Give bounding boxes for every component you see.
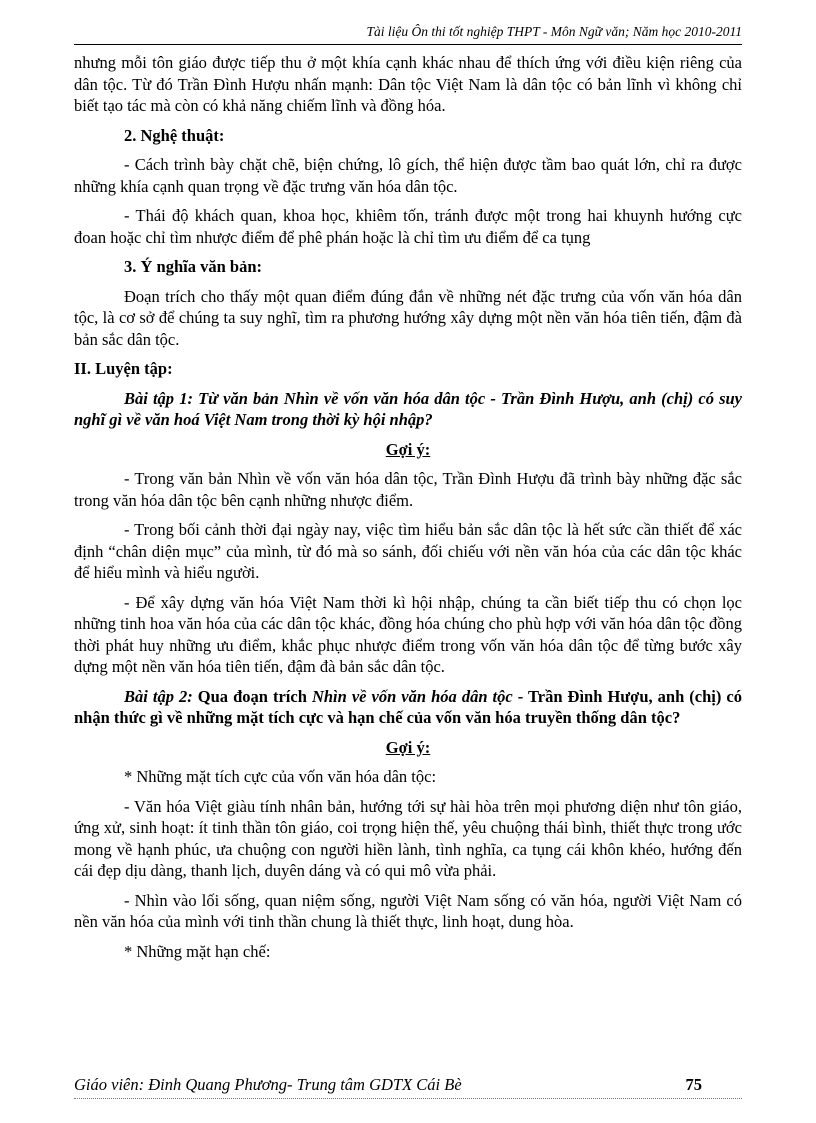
footer-teacher: Giáo viên: Đinh Quang Phương- Trung tâm GDTX Cái Bè xyxy=(74,1075,462,1094)
hint-label: Gợi ý: xyxy=(385,737,431,757)
exercise-2-hint-label xyxy=(74,737,742,759)
exercise-2-question-part-2: - Trần Đình Hượu, anh (chị) có nhận thức gì về những mặt tích cực và hạn chế của vốn văn hóa truyền thống dân tộc? xyxy=(74,686,742,727)
meaning-heading: 3. Ý nghĩa văn bản: xyxy=(124,257,263,276)
practice-heading: II. Luyện tập: xyxy=(74,359,173,378)
intro-paragraph: nhưng mỗi tôn giáo được tiếp thu ở một khía cạnh khác nhau để thích ứng với điều kiện riêng của dân tộc. Từ đó Trần Đình Hượu nhấn mạnh: Dân tộc Việt Nam là dân tộc có bản lĩnh vì không chỉ biết tạo tác mà còn có khả năng chiếm lĩnh và đồng hóa. xyxy=(74,53,742,115)
exercise-1-answer-2: - Trong bối cảnh thời đại ngày nay, việc tìm hiểu bản sắc dân tộc là hết sức cần thiết để xác định “chân diện mục” của mình, từ đó mà so sánh, đối chiếu với nền văn hóa của các dân tộc khác để hiểu mình và hiểu người. xyxy=(74,520,742,582)
page-footer xyxy=(74,1075,742,1095)
positive-aspect-2: - Nhìn vào lối sống, quan niệm sống, người Việt Nam sống có văn hóa, người Việt Nam có nền văn hóa của mình với tinh thần chung là thiết thực, linh hoạt, dung hòa. xyxy=(74,890,742,931)
art-heading: 2. Nghệ thuật: xyxy=(124,125,225,145)
meaning-paragraph: Đoạn trích cho thấy một quan điểm đúng đắn về những nét đặc trưng của vốn văn hóa dân tộc, là cơ sở để chúng ta suy nghĩ, tìm ra phương hướng xây dựng một nền văn hóa tiên tiến, đậm đà bản sắc dân tộc. xyxy=(74,286,742,349)
art-paragraph-2: - Thái độ khách quan, khoa học, khiêm tốn, tránh được một trong hai khuynh hướng cực đoan hoặc chỉ tìm nhược điểm để phê phán hoặc là chỉ tìm ưu điểm để ca tụng xyxy=(74,206,742,247)
exercise-1-answer-3: - Để xây dựng văn hóa Việt Nam thời kì hội nhập, chúng ta cần biết tiếp thu có chọn lọc những tinh hoa văn hóa của các dân tộc khác, đồng hóa chúng cho phù hợp với văn hóa dân tộc đồng thời phát huy những ưu điểm, khắc phục nhược điểm trong vốn văn hóa dân tộc để từng bước xây dựng một nền văn hóa tiên tiến, đậm đà bản sắc dân tộc. xyxy=(74,592,742,676)
page-number: 75 xyxy=(685,1075,702,1094)
exercise-1-hint-label xyxy=(74,439,742,461)
art-paragraph-1: - Cách trình bày chặt chẽ, biện chứng, lô gích, thể hiện được tầm bao quát lớn, chỉ ra được những khía cạnh quan trọng về đặc trưng văn hóa dân tộc. xyxy=(74,155,742,196)
footer-rule xyxy=(74,1098,742,1099)
exercise-2-text-title: Nhìn về vốn văn hóa dân tộc xyxy=(311,686,513,706)
exercise-2-question xyxy=(74,686,742,729)
exercise-1-answer-1: - Trong văn bản Nhìn về vốn văn hóa dân tộc, Trần Đình Hượu đã trình bày những đặc sắc trong văn hóa dân tộc bên cạnh những nhược điểm. xyxy=(74,469,742,510)
exercise-2-label: Bài tập 2: xyxy=(124,686,193,706)
exercise-2-question-part-1: Qua đoạn trích xyxy=(192,686,312,706)
hint-label: Gợi ý: xyxy=(385,439,431,459)
page-header: Tài liệu Ôn thi tốt nghiệp THPT - Môn Ngữ văn; Năm học 2010-2011 xyxy=(74,24,742,45)
page-content xyxy=(74,52,742,970)
positive-aspect-1: - Văn hóa Việt giàu tính nhân bản, hướng tới sự hài hòa trên mọi phương diện như tôn giáo, ứng xử, sinh hoạt: ít tinh thần tôn giáo, coi trọng hiện thế, yêu chuộng thái bình, thiết thực trong ước mong về hạnh phúc, ưa chuộng con người hiền lành, tình nghĩa, ca tụng cái khôn khéo, hướng đến cái đẹp dịu dàng, thanh lịch, duyên dáng và có qui mô vừa phải. xyxy=(74,796,742,880)
limitations-heading: * Những mặt hạn chế: xyxy=(124,941,271,961)
positive-aspects-heading: * Những mặt tích cực của vốn văn hóa dân tộc: xyxy=(124,767,437,786)
exercise-1-question: Bài tập 1: Từ văn bản Nhìn về vốn văn hóa dân tộc - Trần Đình Hượu, anh (chị) có suy nghĩ gì về văn hoá Việt Nam trong thời kỳ hội nhập? xyxy=(74,388,742,429)
